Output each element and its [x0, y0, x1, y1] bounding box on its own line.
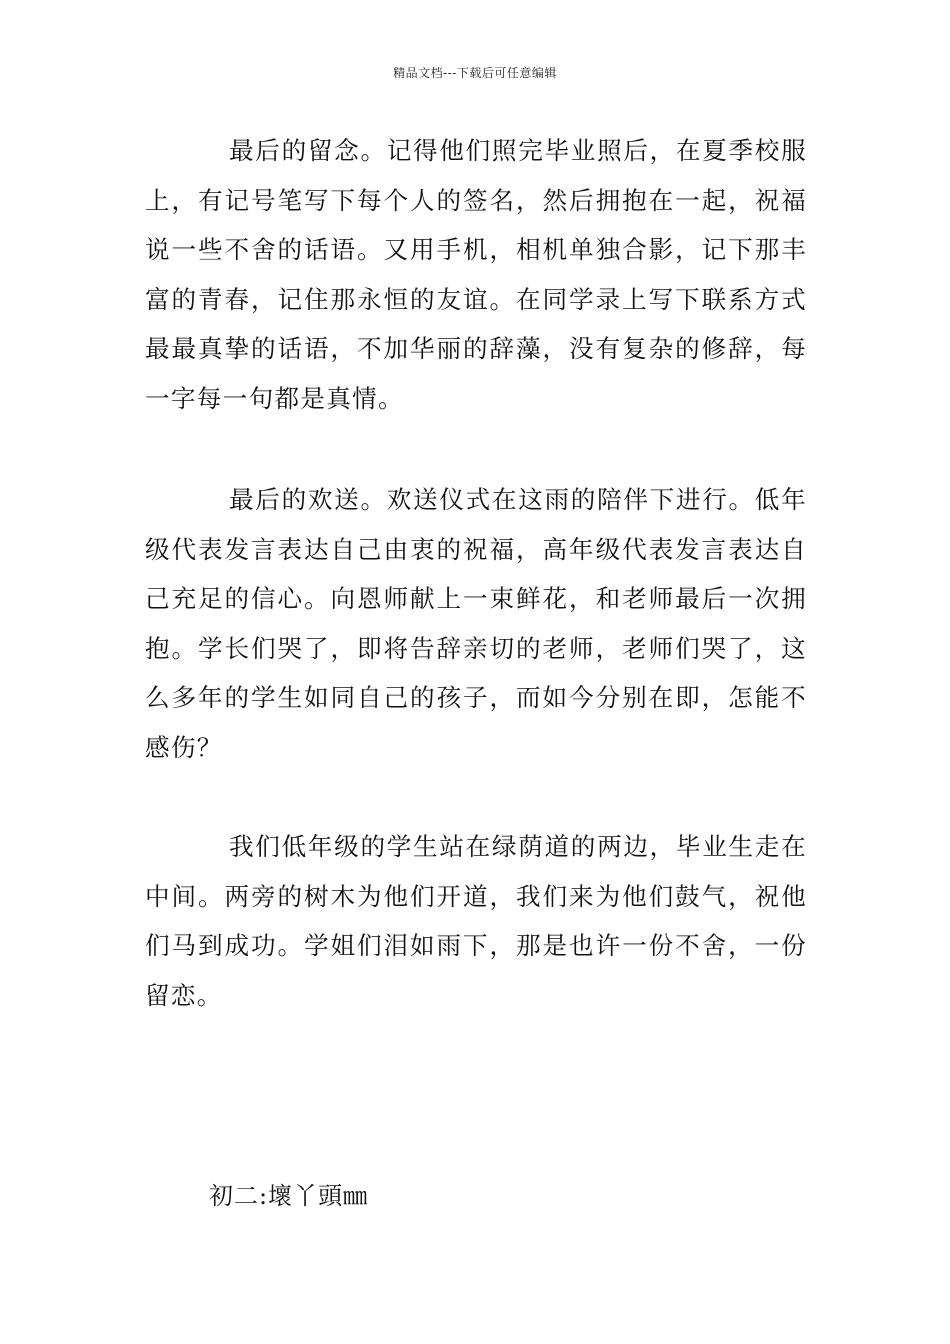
page-header: 精品文档---下载后可任意编辑	[393, 66, 557, 80]
author-signature: 初二:壞丫頭㎜	[209, 1182, 369, 1210]
paragraph-2: 最后的欢送。欢送仪式在这雨的陪伴下进行。低年级代表发言表达自己由衷的祝福，高年级代表发言表达自己充足的信心。向恩师献上一束鲜花，和老师最后一次拥抱。学长们哭了，即将告辞亲切的老师，老师们哭了，这么多年的学生如同自己的孩子，而如今分别在即，怎能不感伤？	[145, 485, 807, 762]
paragraph-3: 我们低年级的学生站在绿荫道的两边，毕业生走在中间。两旁的树木为他们开道，我们来为他们鼓气，祝他们马到成功。学姐们泪如雨下，那是也许一份不舍，一份留恋。	[145, 832, 807, 1010]
paragraph-1: 最后的留念。记得他们照完毕业照后，在夏季校服上，有记号笔写下每个人的签名，然后拥抱在一起，祝福说一些不舍的话语。又用手机，相机单独合影，记下那丰富的青春，记住那永恒的友谊。在同学录上写下联系方式最最真挚的话语，不加华丽的辞藻，没有复杂的修辞，每一字每一句都是真情。	[145, 136, 807, 413]
